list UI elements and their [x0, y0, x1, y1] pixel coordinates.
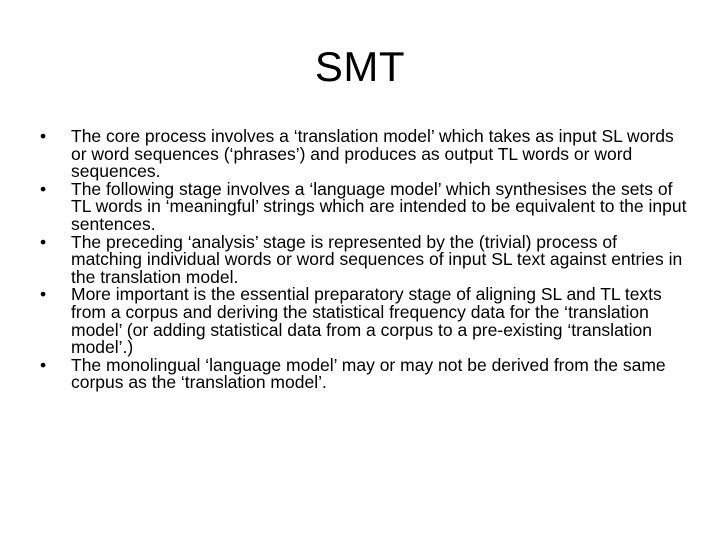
bullet-item-5: [40, 354, 688, 393]
bullet-dot: •: [40, 284, 47, 305]
bullet-item-3: [40, 231, 688, 287]
bullet-text: More important is the essential preparatory stage of aligning SL and TL texts from a corpus and deriving the statistical frequency data for the ‘translation model’ (or adding statistical data from a corpus to a pre-existing ‘translation model’.): [71, 284, 662, 358]
bullet-text: The preceding ‘analysis’ stage is represented by the (trivial) process of matching individual words or word sequences of input SL text against entries in the translation model.: [71, 231, 683, 287]
bullet-dot: •: [40, 231, 47, 252]
bullet-dot: •: [40, 354, 47, 375]
bullet-item-2: [40, 178, 688, 234]
bullet-dot: •: [40, 178, 47, 199]
bullet-item-1: [40, 128, 688, 181]
bullet-item-4: [40, 286, 688, 356]
bullet-text: The monolingual ‘language model’ may or may not be derived from the same corpus as the ‘translation model’.: [71, 354, 666, 393]
slide-title: SMT: [314, 43, 406, 90]
bullet-text: The following stage involves a ‘language model’ which synthesises the sets of TL words in ‘meaningful’ strings which are intended to be equivalent to the input sentences.: [71, 178, 687, 234]
bullet-dot: •: [40, 126, 47, 146]
bullet-text: The core process involves a ‘translation model’ which takes as input SL words or word sequences (‘phrases’) and produces as output TL words or word sequences.: [71, 126, 674, 182]
bullet-list: [40, 128, 688, 392]
